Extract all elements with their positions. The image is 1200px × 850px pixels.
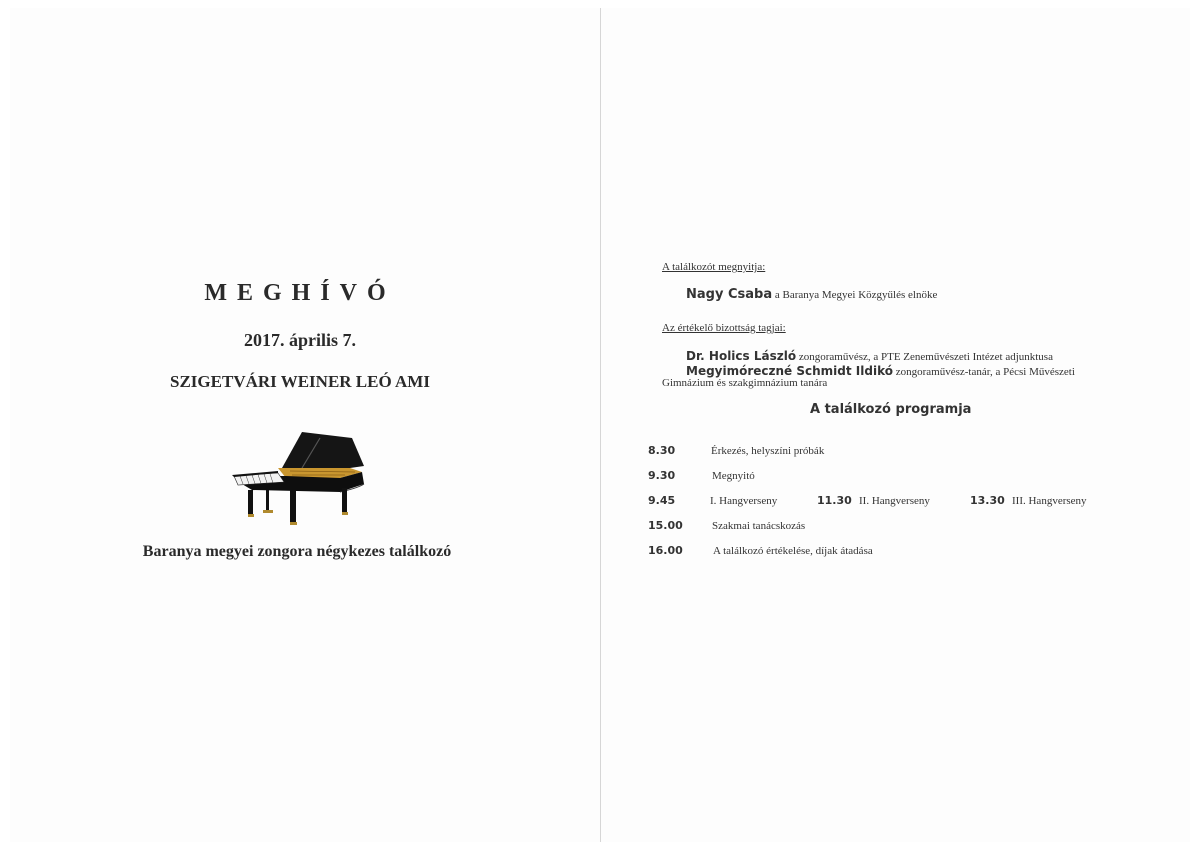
program-time: 9.45 bbox=[648, 494, 676, 507]
committee-member-name: Megyimóreczné Schmidt Ildikó bbox=[686, 364, 893, 378]
program-item: Megnyitó bbox=[712, 470, 755, 482]
program-time: 11.30 bbox=[817, 494, 852, 507]
committee-heading: Az értékelő bizottság tagjai: bbox=[662, 322, 786, 334]
opener-role: a Baranya Megyei Közgyűlés elnöke bbox=[772, 289, 938, 301]
program-item: A találkozó értékelése, díjak átadása bbox=[713, 545, 873, 557]
opener-line bbox=[686, 285, 937, 303]
school-name: SZIGETVÁRI WEINER LEÓ AMI bbox=[170, 372, 430, 391]
program-row bbox=[648, 516, 805, 534]
committee-member-role: zongoraművész, a PTE Zeneművészeti Intézet adjunktusa bbox=[796, 351, 1053, 363]
invitation-title: MEGHÍVÓ bbox=[204, 280, 396, 306]
grand-piano-icon bbox=[230, 428, 366, 528]
program-item: II. Hangverseny bbox=[859, 495, 930, 507]
opener-name: Nagy Csaba bbox=[686, 287, 773, 302]
program-item: Szakmai tanácskozás bbox=[712, 520, 806, 532]
program-row bbox=[648, 466, 755, 484]
program-time: 9.30 bbox=[648, 469, 676, 482]
program-heading: A találkozó programja bbox=[810, 402, 972, 417]
program-time: 16.00 bbox=[648, 544, 683, 557]
program-page bbox=[600, 0, 1200, 850]
committee-member-name: Dr. Holics László bbox=[686, 349, 797, 363]
program-time: 8.30 bbox=[648, 444, 676, 457]
program-time: 15.00 bbox=[648, 519, 683, 532]
program-row bbox=[648, 491, 1087, 509]
committee-member-role: zongoraművész-tanár, a Pécsi Művészeti bbox=[892, 366, 1075, 378]
committee-member-role-continued: Gimnázium és szakgimnázium tanára bbox=[662, 377, 828, 389]
program-row bbox=[648, 441, 824, 459]
event-date: 2017. április 7. bbox=[243, 330, 356, 350]
program-row bbox=[648, 541, 873, 559]
program-time: 13.30 bbox=[970, 494, 1005, 507]
opening-heading: A találkozót megnyitja: bbox=[662, 261, 766, 273]
program-item: Érkezés, helyszíni próbák bbox=[711, 445, 825, 457]
program-item: III. Hangverseny bbox=[1012, 495, 1087, 507]
event-name: Baranya megyei zongora négykezes találkozó bbox=[142, 543, 452, 560]
program-item: I. Hangverseny bbox=[710, 495, 778, 507]
